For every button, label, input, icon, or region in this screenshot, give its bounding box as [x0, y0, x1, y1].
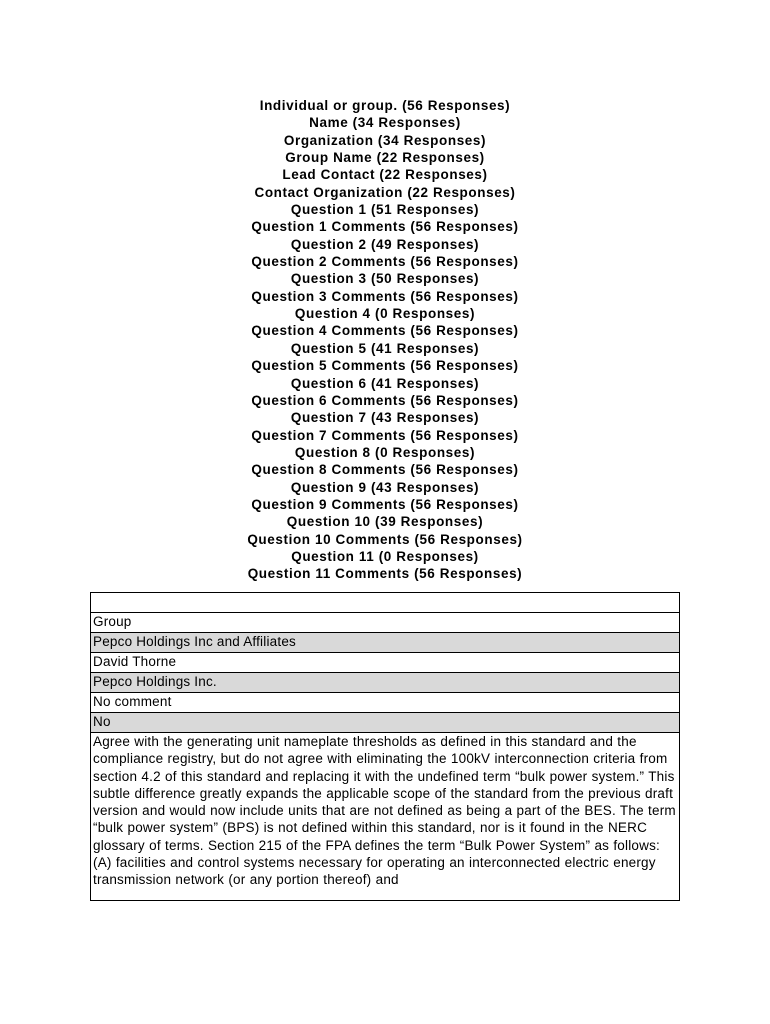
summary-line: Lead Contact (22 Responses) — [282, 167, 488, 183]
summary-line: Question 6 (41 Responses) — [290, 375, 480, 391]
table-row-comment-text — [91, 733, 680, 901]
response-table — [90, 592, 680, 901]
summary-line: Question 9 Comments (56 Responses) — [251, 496, 519, 512]
response-summary-list — [0, 97, 770, 583]
summary-line: Question 8 Comments (56 Responses) — [251, 462, 519, 478]
summary-line: Question 2 (49 Responses) — [290, 236, 480, 252]
summary-line: Question 11 Comments (56 Responses) — [247, 566, 523, 582]
summary-line: Question 8 (0 Responses) — [294, 444, 476, 460]
summary-line: Question 10 Comments (56 Responses) — [247, 531, 523, 547]
summary-line: Group Name (22 Responses) — [285, 150, 485, 166]
summary-line: Name (34 Responses) — [309, 115, 461, 131]
table-row-organization — [91, 673, 680, 693]
table-cell-blank — [91, 593, 680, 613]
summary-line: Organization (34 Responses) — [283, 132, 487, 148]
summary-line: Question 3 (50 Responses) — [290, 271, 480, 287]
summary-line: Question 10 (39 Responses) — [286, 514, 484, 530]
summary-line: Individual or group. (56 Responses) — [259, 98, 511, 113]
summary-line: Question 7 (43 Responses) — [290, 410, 480, 426]
summary-line: Question 1 (51 Responses) — [290, 202, 480, 218]
table-cell-name: Pepco Holdings Inc and Affiliates — [91, 633, 680, 653]
table-row-lead-contact — [91, 653, 680, 673]
summary-line: Question 7 Comments (56 Responses) — [251, 427, 519, 443]
table-row-question-comment — [91, 693, 680, 713]
table-cell-question-answer: No — [91, 713, 680, 733]
summary-line: Question 1 Comments (56 Responses) — [251, 219, 519, 235]
table-cell-individual-or-group: Group — [91, 613, 680, 633]
table-row-individual-or-group — [91, 613, 680, 633]
summary-line: Question 3 Comments (56 Responses) — [251, 288, 519, 304]
table-row-header-blank — [91, 593, 680, 613]
summary-line: Contact Organization (22 Responses) — [254, 184, 516, 200]
comment-text: Agree with the generating unit nameplate thresholds as defined in this standard and the compliance registry, but do not agree with eliminating the 100kV interconnection criteria from section 4.2 of this standard and replacing it with the undefined term “bulk power system.” This subtle difference greatly expands the applicable scope of the standard from the previous draft version and would now include units that are not defined as being a part of the BES. The term “bulk power system” (BPS) is not defined within this standard, nor is it found in the NERC glossary of terms. Section 215 of the FPA defines the term “Bulk Power System” as follows: (A) facilities and control systems necessary for operating an interconnected electric energy transmission network (or any portion thereof) and — [93, 734, 676, 888]
summary-line: Question 2 Comments (56 Responses) — [251, 254, 519, 270]
summary-line: Question 5 Comments (56 Responses) — [251, 358, 519, 374]
summary-line: Question 9 (43 Responses) — [290, 479, 480, 495]
summary-line: Question 6 Comments (56 Responses) — [251, 392, 519, 408]
table-row-name — [91, 633, 680, 653]
summary-line: Question 4 Comments (56 Responses) — [251, 323, 519, 339]
table-cell-organization: Pepco Holdings Inc. — [91, 673, 680, 693]
table-row-question-answer — [91, 713, 680, 733]
summary-line: Question 11 (0 Responses) — [291, 548, 479, 564]
table-cell-question-comment: No comment — [91, 693, 680, 713]
table-cell-comment-text — [91, 733, 680, 901]
summary-line: Question 5 (41 Responses) — [290, 340, 480, 356]
summary-line: Question 4 (0 Responses) — [294, 306, 476, 322]
table-cell-lead-contact: David Thorne — [91, 653, 680, 673]
